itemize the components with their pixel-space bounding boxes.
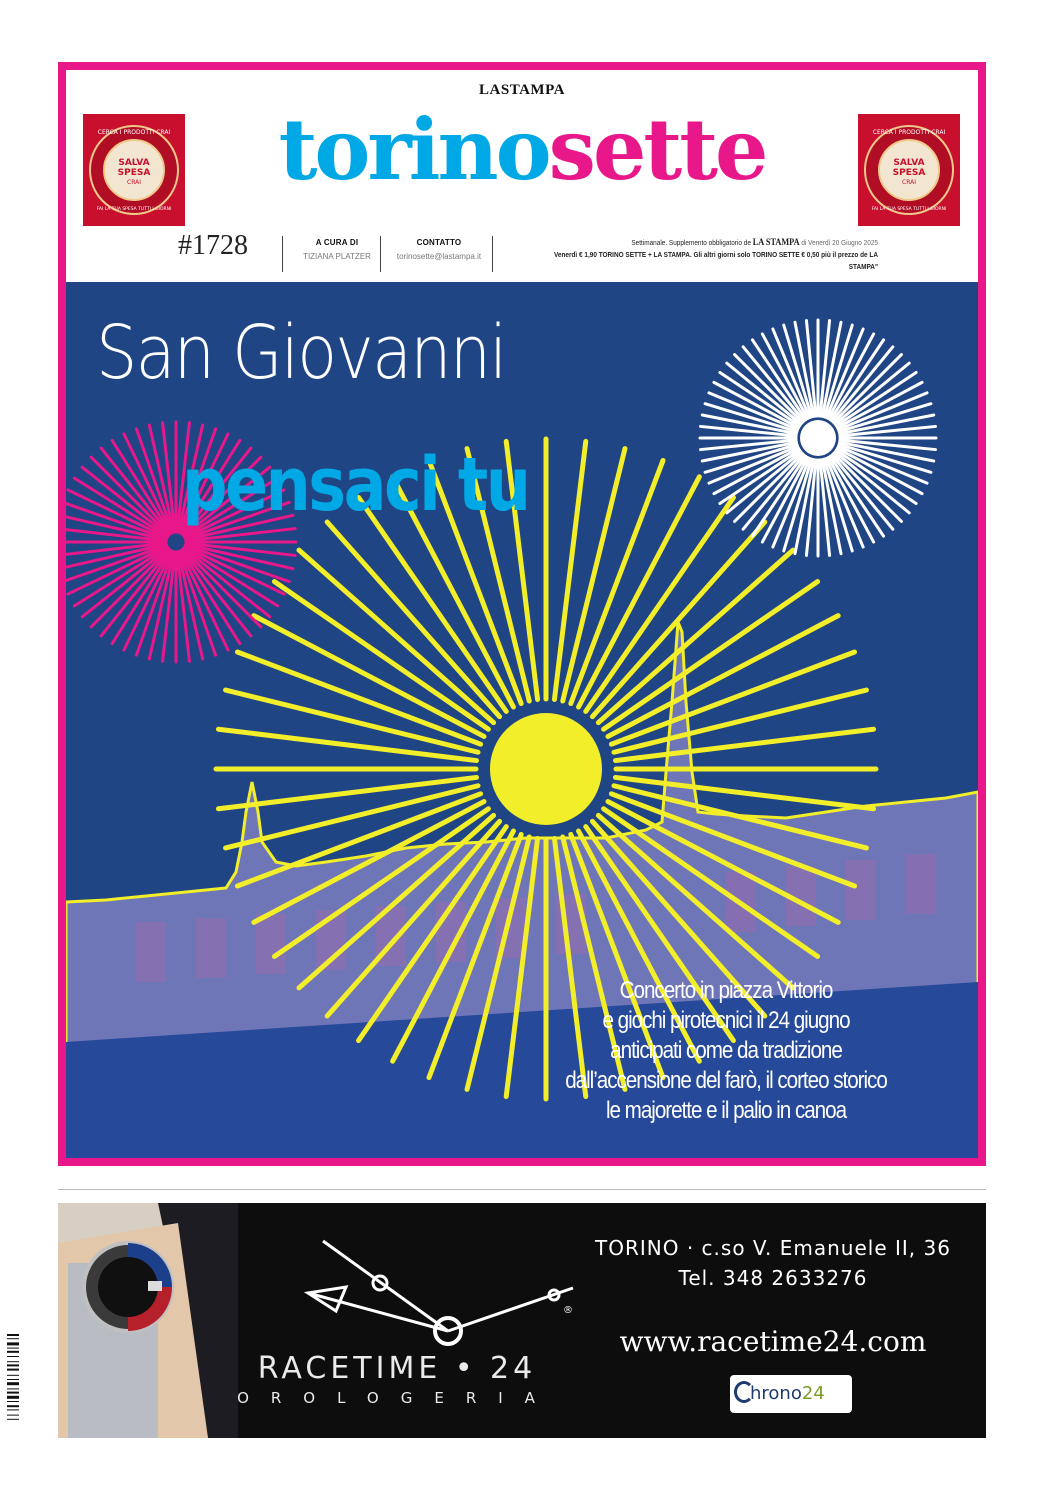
firework-ray bbox=[254, 616, 484, 737]
firework-ray bbox=[299, 550, 494, 722]
badge-ring-text: CERCA I PRODOTTI CRAI bbox=[872, 129, 946, 136]
crai-badge-right bbox=[858, 114, 960, 226]
logo-part-torino: torino bbox=[278, 100, 549, 199]
store-contact bbox=[578, 1233, 968, 1293]
brand-name: RACETIME • 24 bbox=[257, 1351, 537, 1386]
contact-email[interactable]: torinosette@lastampa.it bbox=[396, 252, 482, 261]
badge-line1: SALVA bbox=[893, 158, 925, 168]
subhead-line: le majorette e il palio in canoa bbox=[605, 1097, 847, 1124]
barcode-bar bbox=[7, 1356, 19, 1357]
crai-badge-left bbox=[83, 114, 185, 226]
store-phone[interactable]: Tel. 348 2633276 bbox=[678, 1266, 868, 1290]
legal-line2: Venerdì € 1,90 TORINO SETTE + LA STAMPA. Gli altri giorni solo TORINO SETTE € 0,50 più il prezzo de LA STAMPA" bbox=[553, 252, 878, 271]
badge-bottom-text: FAI LA TUA SPESA TUTTI I GIORNI bbox=[871, 207, 947, 212]
issue-number: #1728 bbox=[178, 230, 248, 261]
headline-secondary: pensaci tu bbox=[182, 442, 529, 528]
subhead-line: e giochi pirotecnici il 24 giugno bbox=[602, 1007, 850, 1034]
barcode-bar bbox=[7, 1419, 19, 1420]
badge-line2: SPESA bbox=[117, 168, 151, 178]
badge-bottom-text: FAI LA TUA SPESA TUTTI I GIORNI bbox=[96, 207, 172, 212]
editor-name: TIZIANA PLATZER bbox=[303, 252, 371, 261]
legal-notice bbox=[528, 236, 878, 274]
editor-heading: A CURA DI bbox=[315, 238, 359, 247]
barcode-bar bbox=[7, 1405, 19, 1407]
barcode-bar bbox=[7, 1375, 19, 1376]
white-firework-core bbox=[800, 420, 836, 456]
cover-subheadline bbox=[537, 976, 915, 1126]
barcode-bar bbox=[7, 1338, 19, 1339]
barcode-bar bbox=[7, 1409, 19, 1410]
barcode-bar bbox=[7, 1396, 19, 1399]
registered-mark: ® bbox=[563, 1305, 573, 1316]
store-website[interactable]: www.racetime24.com bbox=[619, 1325, 927, 1358]
firework-ray bbox=[598, 550, 793, 722]
barcode-bar bbox=[7, 1334, 19, 1336]
cover-frame bbox=[58, 62, 986, 1166]
advertisement-racetime24[interactable] bbox=[58, 1203, 986, 1438]
barcode-bar bbox=[7, 1401, 19, 1402]
badge-ring-text: CERCA I PRODOTTI CRAI bbox=[97, 129, 171, 136]
divider bbox=[282, 236, 283, 272]
badge-line3: CRAI bbox=[902, 179, 916, 186]
barcode-bar bbox=[7, 1364, 19, 1366]
logo-part-sette: sette bbox=[548, 100, 766, 199]
divider bbox=[492, 236, 493, 272]
divider bbox=[380, 236, 381, 272]
barcode-bar bbox=[7, 1351, 19, 1353]
headline-primary: San Giovanni bbox=[96, 310, 506, 396]
barcode-bar bbox=[7, 1388, 19, 1389]
contact-block bbox=[388, 238, 490, 261]
subhead-line: dall’accensione del farò, il corteo storico bbox=[565, 1067, 887, 1094]
page-divider bbox=[58, 1189, 986, 1190]
chrono24-text: hrono bbox=[750, 1383, 802, 1404]
barcode-bar bbox=[7, 1382, 19, 1385]
editor-block bbox=[292, 238, 382, 261]
contact-heading: CONTATTO bbox=[416, 238, 462, 247]
barcode-bar bbox=[7, 1342, 19, 1345]
barcode-bar bbox=[7, 1415, 19, 1416]
yellow-firework-core bbox=[490, 713, 602, 825]
barcode-bar bbox=[7, 1361, 19, 1362]
subhead-line: anticipati come da tradizione bbox=[610, 1037, 842, 1064]
barcode-bar bbox=[7, 1392, 19, 1394]
legal-line1-brand: LA STAMPA bbox=[752, 237, 800, 247]
subhead-line: Concerto in piazza Vittorio bbox=[619, 977, 833, 1004]
barcode-bar bbox=[7, 1369, 19, 1371]
firework-ray bbox=[608, 616, 838, 737]
publisher-name: LASTAMPA bbox=[479, 82, 565, 98]
legal-line1-b: di Venerdì 20 Giugno 2025 bbox=[801, 240, 878, 247]
brand-subtitle: OROLOGERIA bbox=[237, 1389, 557, 1407]
chrono24-number: 24 bbox=[801, 1383, 825, 1404]
badge-line1: SALVA bbox=[118, 158, 150, 168]
cover-page bbox=[66, 70, 978, 1158]
barcode bbox=[4, 1330, 22, 1440]
firework-ray bbox=[327, 522, 499, 717]
badge-line3: CRAI bbox=[127, 179, 141, 186]
legal-line1-a: Settimanale. Supplemento obbligatorio de bbox=[631, 240, 751, 247]
masthead bbox=[66, 70, 978, 282]
barcode-bar bbox=[7, 1348, 19, 1349]
chrono24-logo[interactable] bbox=[730, 1375, 852, 1413]
store-address: TORINO · c.so V. Emanuele II, 36 bbox=[595, 1236, 951, 1260]
badge-line2: SPESA bbox=[892, 168, 926, 178]
clock-hands-logo bbox=[218, 1213, 578, 1363]
watch-photo bbox=[58, 1203, 238, 1438]
barcode-bar bbox=[7, 1379, 19, 1380]
magazine-logo bbox=[66, 100, 978, 200]
